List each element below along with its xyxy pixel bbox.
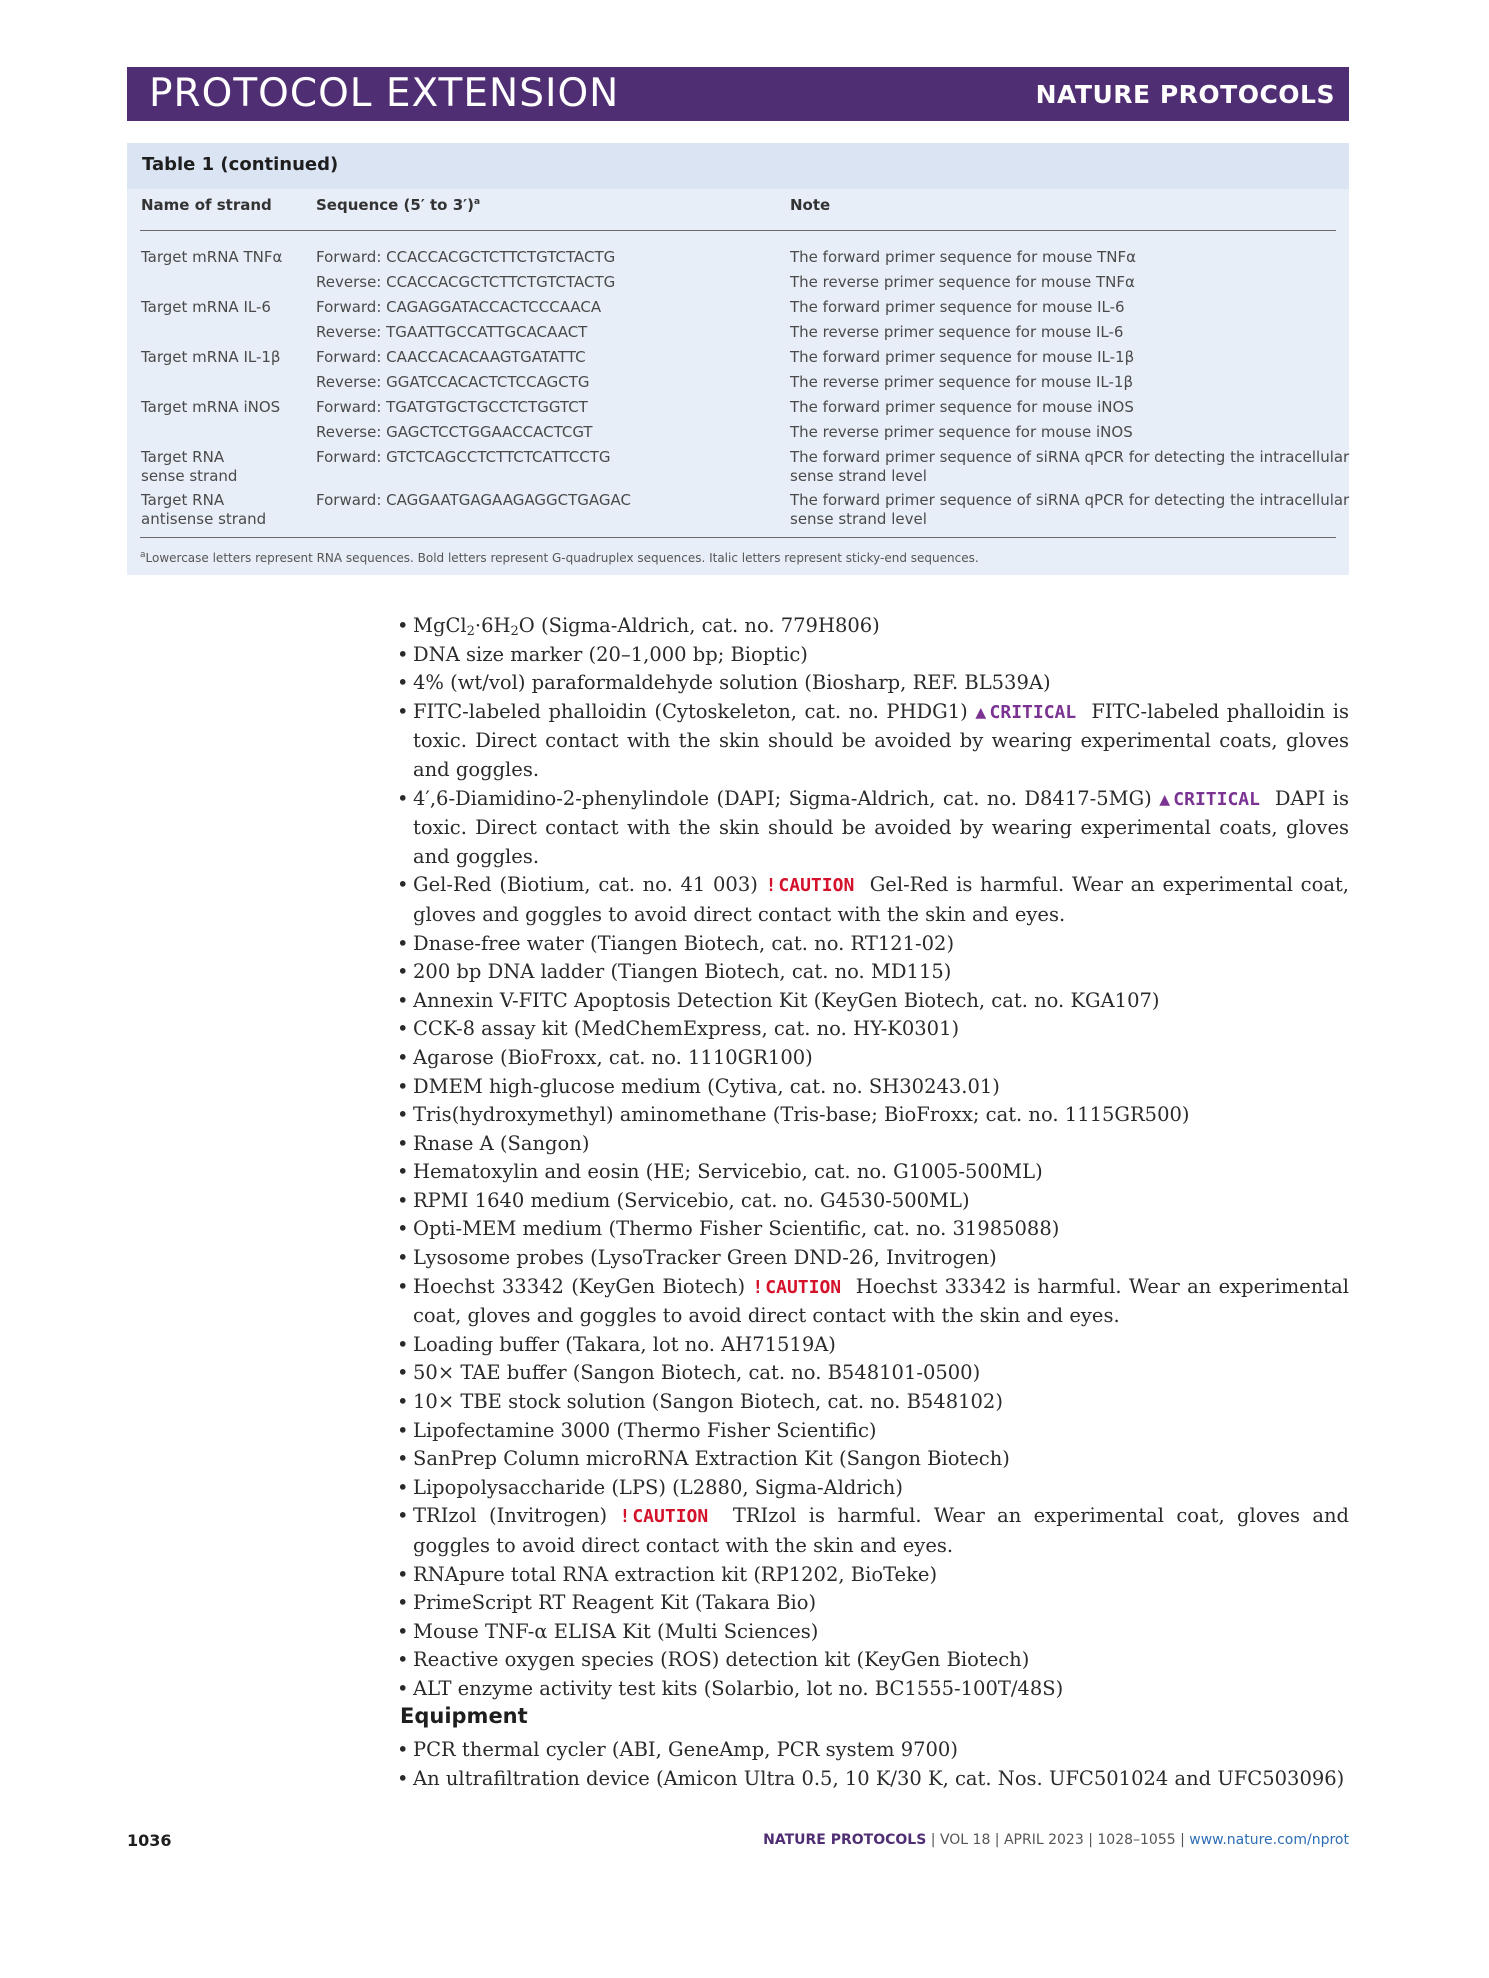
table-cell-note: The forward primer sequence for mouse IL-1β	[790, 348, 1135, 366]
list-item: • Rnase A (Sangon)	[397, 1130, 1349, 1159]
list-item: • Opti-MEM medium (Thermo Fisher Scientific, cat. no. 31985088)	[397, 1215, 1349, 1244]
table-footnote: $^a$Lowercase letters represent RNA sequences. Bold letters represent G-quadruplex sequences. Italic letters represent sticky-end sequences.	[140, 550, 979, 565]
list-item: • Mouse TNF-α ELISA Kit (Multi Sciences)	[397, 1618, 1349, 1647]
table-cell-seq: Reverse: GAGCTCCTGGAACCACTCGT	[316, 423, 593, 441]
table-cell-name: Target mRNA IL-1β	[141, 348, 281, 366]
table-cell-note: The reverse primer sequence for mouse IL-1β	[790, 373, 1134, 391]
table-cell-name: Target mRNA iNOS	[141, 398, 281, 416]
list-item: • Lipopolysaccharide (LPS) (L2880, Sigma-Aldrich)	[397, 1474, 1349, 1503]
triangle-icon: ▲	[975, 701, 988, 723]
equipment-heading: Equipment	[400, 1704, 528, 1728]
table-rule-bottom	[140, 537, 1336, 538]
col-header-sequence: Sequence (5′ to 3′)$^a$	[316, 196, 481, 214]
list-item: • Tris(hydroxymethyl) aminomethane (Tris-base; BioFroxx; cat. no. 1115GR500)	[397, 1101, 1349, 1130]
list-item: • Loading buffer (Takara, lot no. AH71519A)	[397, 1331, 1349, 1360]
footer-journal: NATURE PROTOCOLS	[763, 1832, 927, 1848]
table-cell-name: Target mRNA TNFα	[141, 248, 283, 266]
list-item: • Dnase-free water (Tiangen Biotech, cat. no. RT121-02)	[397, 930, 1349, 959]
list-item: • RNApure total RNA extraction kit (RP1202, BioTeke)	[397, 1561, 1349, 1590]
list-item: • Hoechst 33342 (KeyGen Biotech) ! CAUTION Hoechst 33342 is harmful. Wear an experimental coat, gloves and goggles to avoid direct contact with the skin and eyes.	[397, 1273, 1349, 1331]
list-item: • Hematoxylin and eosin (HE; Servicebio, cat. no. G1005-500ML)	[397, 1158, 1349, 1187]
list-item: • Agarose (BioFroxx, cat. no. 1110GR100)	[397, 1044, 1349, 1073]
exclamation-icon: !	[619, 1506, 631, 1528]
reagents-list	[397, 612, 1349, 1704]
table-cell-seq: Forward: CCACCACGCTCTTCTGTCTACTG	[316, 248, 616, 266]
list-item: • An ultrafiltration device (Amicon Ultra 0.5, 10 K/30 K, cat. Nos. UFC501024 and UFC503096)	[397, 1765, 1349, 1794]
list-item: • 200 bp DNA ladder (Tiangen Biotech, cat. no. MD115)	[397, 958, 1349, 987]
table-cell-note: The forward primer sequence of siRNA qPCR for detecting the intracellular	[790, 448, 1350, 466]
table-cell-seq: Forward: CAGGAATGAGAAGAGGCTGAGAC	[316, 491, 631, 509]
col-header-note: Note	[790, 196, 831, 214]
list-item: • Annexin V-FITC Apoptosis Detection Kit (KeyGen Biotech, cat. no. KGA107)	[397, 987, 1349, 1016]
table-title: Table 1 (continued)	[142, 154, 339, 175]
list-item: • 4′,6-Diamidino-2-phenylindole (DAPI; Sigma-Aldrich, cat. no. D8417-5MG) ▲ CRITICAL DAPI is toxic. Direct contact with the skin should be avoided by wearing experimental coats, gloves and goggles.	[397, 785, 1349, 872]
table-cell-name-cont: antisense strand	[141, 510, 267, 528]
table-cell-name: Target RNA	[141, 491, 225, 509]
triangle-icon: ▲	[1159, 788, 1172, 810]
footer-pages: 1028–1055	[1097, 1832, 1176, 1848]
section-label: PROTOCOL EXTENSION	[149, 71, 620, 116]
list-item: • Gel-Red (Biotium, cat. no. 41 003) ! CAUTION Gel-Red is harmful. Wear an experimental coat, gloves and goggles to avoid direct contact with the skin and eyes.	[397, 871, 1349, 929]
footer-url-link[interactable]: www.nature.com/nprot	[1189, 1832, 1349, 1848]
table-cell-seq: Forward: GTCTCAGCCTCTTCTCATTCCTG	[316, 448, 611, 466]
table-cell-note: The forward primer sequence for mouse iNOS	[790, 398, 1134, 416]
table-cell-seq: Forward: CAGAGGATACCACTCCCAACA	[316, 298, 602, 316]
table-cell-name: Target RNA	[141, 448, 225, 466]
list-item: • DNA size marker (20–1,000 bp; Bioptic)	[397, 641, 1349, 670]
table-cell-note: The reverse primer sequence for mouse iNOS	[790, 423, 1133, 441]
table-cell-seq: Forward: TGATGTGCTGCCTCTGGTCT	[316, 398, 588, 416]
list-item: • Lysosome probes (LysoTracker Green DND-26, Invitrogen)	[397, 1244, 1349, 1273]
header-banner	[127, 67, 1349, 121]
list-item: • SanPrep Column microRNA Extraction Kit (Sangon Biotech)	[397, 1445, 1349, 1474]
footer-volume: VOL 18	[939, 1832, 991, 1848]
list-item: • $MgCl_2\cdot 6H_2O$ (Sigma-Aldrich, cat. no. 779H806)	[397, 612, 1349, 641]
list-item: • Reactive oxygen species (ROS) detection kit (KeyGen Biotech)	[397, 1646, 1349, 1675]
page-footer: NATURE PROTOCOLS | VOL 18 | APRIL 2023 | 1028–1055 | www.nature.com/nprot	[763, 1832, 1349, 1848]
list-item: • ALT enzyme activity test kits (Solarbio, lot no. BC1555-100T/48S)	[397, 1675, 1349, 1704]
list-item: • 4% (wt/vol) paraformaldehyde solution (Biosharp, REF. BL539A)	[397, 669, 1349, 698]
table-cell-name-cont: sense strand	[141, 467, 238, 485]
critical-tag: ▲ CRITICAL	[1159, 788, 1260, 810]
critical-tag: ▲ CRITICAL	[975, 701, 1077, 723]
table-rule-top	[140, 230, 1336, 231]
list-item: • 50× TAE buffer (Sangon Biotech, cat. no. B548101-0500)	[397, 1359, 1349, 1388]
caution-tag: ! CAUTION	[752, 1276, 842, 1298]
table-title-bar	[127, 143, 1349, 189]
list-item: • DMEM high-glucose medium (Cytiva, cat. no. SH30243.01)	[397, 1073, 1349, 1102]
list-item: • TRIzol (Invitrogen) ! CAUTION TRIzol is harmful. Wear an experimental coat, gloves and goggles to avoid direct contact with the skin and eyes.	[397, 1502, 1349, 1560]
equipment-list	[397, 1736, 1349, 1793]
table-cell-seq: Reverse: TGAATTGCCATTGCACAACT	[316, 323, 588, 341]
caution-tag: ! CAUTION	[619, 1506, 709, 1528]
exclamation-icon: !	[752, 1276, 764, 1298]
table-cell-note-cont: sense strand level	[790, 510, 927, 528]
table-cell-note: The reverse primer sequence for mouse TNFα	[790, 273, 1135, 291]
col-header-name: Name of strand	[141, 196, 272, 214]
table-cell-name: Target mRNA IL-6	[141, 298, 271, 316]
exclamation-icon: !	[765, 875, 777, 897]
table-cell-note-cont: sense strand level	[790, 467, 927, 485]
table-cell-seq: Reverse: CCACCACGCTCTTCTGTCTACTG	[316, 273, 616, 291]
table-cell-note: The forward primer sequence for mouse TNFα	[790, 248, 1137, 266]
list-item: • PCR thermal cycler (ABI, GeneAmp, PCR system 9700)	[397, 1736, 1349, 1765]
list-item: • Lipofectamine 3000 (Thermo Fisher Scientific)	[397, 1417, 1349, 1446]
table-cell-note: The forward primer sequence for mouse IL-6	[790, 298, 1125, 316]
list-item: • PrimeScript RT Reagent Kit (Takara Bio)	[397, 1589, 1349, 1618]
list-item: • RPMI 1640 medium (Servicebio, cat. no. G4530-500ML)	[397, 1187, 1349, 1216]
page-number: 1036	[127, 1831, 172, 1850]
table-1	[127, 143, 1349, 575]
list-item: • FITC-labeled phalloidin (Cytoskeleton, cat. no. PHDG1) ▲ CRITICAL FITC-labeled phalloidin is toxic. Direct contact with the skin should be avoided by wearing experimental coats, gloves and goggles.	[397, 698, 1349, 785]
list-item: • 10× TBE stock solution (Sangon Biotech, cat. no. B548102)	[397, 1388, 1349, 1417]
caution-tag: ! CAUTION	[765, 875, 855, 897]
journal-label: NATURE PROTOCOLS	[1035, 80, 1335, 109]
table-cell-seq: Forward: CAACCACACAAGTGATATTC	[316, 348, 586, 366]
list-item: • CCK-8 assay kit (MedChemExpress, cat. no. HY-K0301)	[397, 1015, 1349, 1044]
table-cell-note: The forward primer sequence of siRNA qPCR for detecting the intracellular	[790, 491, 1350, 509]
table-cell-seq: Reverse: GGATCCACACTCTCCAGCTG	[316, 373, 590, 391]
table-cell-note: The reverse primer sequence for mouse IL-6	[790, 323, 1124, 341]
footer-date: APRIL 2023	[1003, 1832, 1084, 1848]
